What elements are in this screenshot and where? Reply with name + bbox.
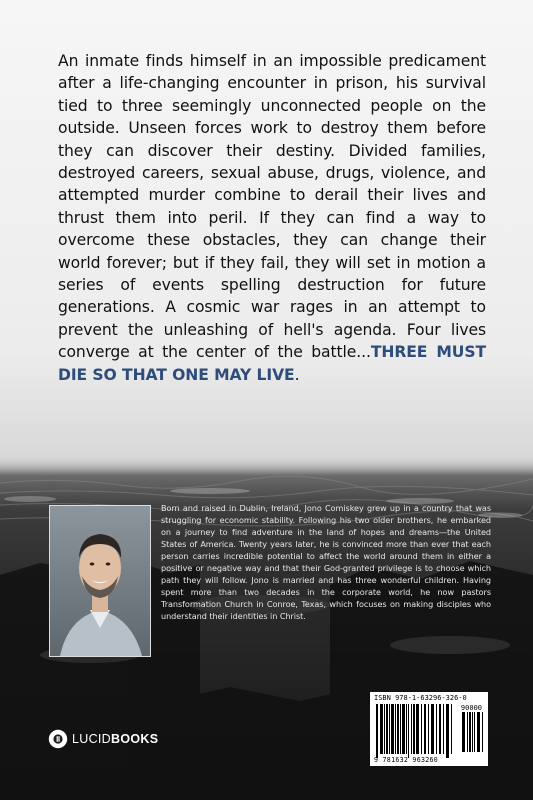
publisher-name-light: LUCID [72, 732, 112, 746]
author-photo [49, 505, 151, 657]
book-tagline-period: . [294, 365, 300, 384]
publisher-name [72, 732, 158, 746]
lucidbooks-logo-icon [48, 729, 68, 749]
publisher-logo [48, 728, 158, 750]
barcode-digits: 9 781632 963260 [374, 756, 439, 764]
author-bio: Born and raised in Dublin, Ireland, Jono Comiskey grew up in a country that was struggling for economic stability. Following his two older brothers, he embarked on a journey to find adventure in the land of hopes and dreams—the United States of America. Twenty years later, he is convinced more than ever that each person carries incredible potential to affect the world around them in either a positive or negative way and that their God-granted privilege is to choose which path they will follow. Jono is married and has three wonderful children. Having spent more than two decades in the corporate world, he now pastors Transformation Church in Conroe, Texas, which focuses on making disciples who understand their identities in Christ. [161, 503, 491, 621]
barcode-price-code: 90000 [460, 704, 482, 712]
book-description [58, 50, 486, 386]
isbn-barcode [370, 692, 488, 766]
book-description-text: An inmate finds himself in an impossible predicament after a life-changing encounter in prison, his survival tied to three seemingly unconnected people on the outside. Unseen forces work to destroy them before they can discover their destiny. Divided families, destroyed careers, sexual abuse, drugs, violence, and attempted murder combine to derail their lives and thrust them into peril. If they can find a way to overcome these obstacles, they can change their world forever; but if they fail, they will set in motion a series of events spelling destruction for future generations. A cosmic war rages in an attempt to prevent the unleashing of hell's agenda. Four lives converge at the center of the battle... [58, 52, 486, 362]
author-portrait-image [50, 506, 150, 656]
barcode-bars [370, 692, 488, 766]
publisher-name-bold: BOOKS [111, 732, 159, 746]
isbn-number: ISBN 978-1-63296-326-0 [374, 694, 467, 702]
book-tagline: THREE MUST DIE SO THAT ONE MAY LIVE [58, 343, 486, 384]
